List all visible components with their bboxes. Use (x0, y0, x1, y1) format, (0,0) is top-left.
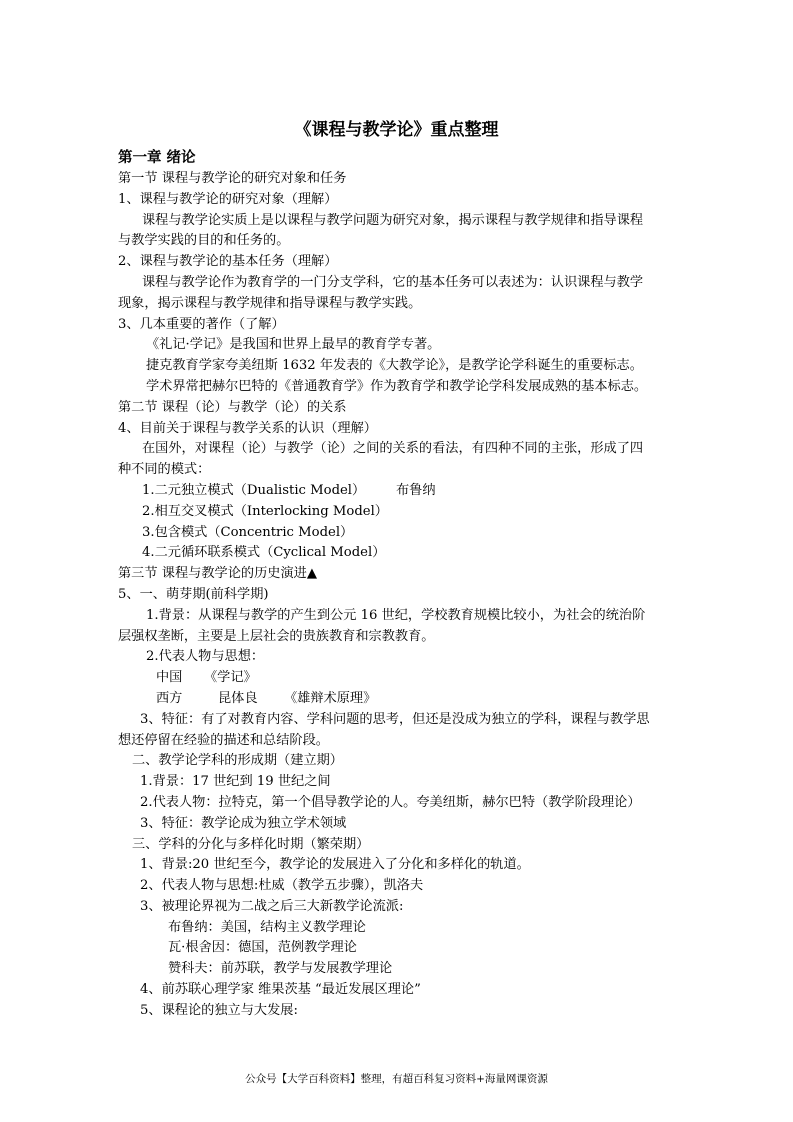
paragraph-line: 在国外，对课程（论）与教学（论）之间的关系的看法，有四种不同的主张，形成了四 (142, 441, 644, 457)
figure-row (118, 668, 678, 689)
paragraph-line: 与教学实践的目的和任务的。 (118, 233, 290, 249)
paragraph-line: 2.代表人物：拉特克，第一个倡导教学论的人。夸美纽斯，赫尔巴特（教学阶段理论） (140, 794, 641, 810)
paragraph-line: 2、代表人物与思想:杜威（教学五步骤），凯洛夫 (140, 878, 424, 894)
document-body (118, 147, 678, 1022)
paragraph-line: 想还停留在经验的描述和总结阶段。 (118, 732, 329, 748)
item-heading: 1、课程与教学论的研究对象（理解） (118, 191, 338, 207)
paragraph-line: 瓦·根舍因：德国，范例教学理论 (168, 940, 357, 956)
paragraph-line: 层强权垄断，主要是上层社会的贵族教育和宗教教育。 (118, 628, 435, 644)
paragraph-line: 4、前苏联心理学家 维果茨基 “最近发展区理论” (140, 982, 421, 998)
model-list-item: 4.二元循环联系模式（Cyclical Model） (142, 545, 386, 561)
paragraph-line: 种不同的模式： (118, 462, 211, 478)
item-heading: 2、课程与教学论的基本任务（理解） (118, 254, 338, 270)
figure-row (118, 689, 678, 710)
item-heading: 4、目前关于课程与教学关系的认识（理解） (118, 420, 377, 436)
side-note: 布鲁纳 (396, 482, 436, 498)
paragraph-line: 3、特征：教学论成为独立学术领域 (140, 815, 347, 831)
section-heading: 第三节 课程与教学论的历史演进▲ (118, 566, 317, 582)
paragraph-line: 1、背景:20 世纪至今，教学论的发展进入了分化和多样化的轨道。 (140, 857, 530, 873)
section-heading: 第二节 课程（论）与教学（论）的关系 (118, 399, 347, 415)
paragraph-line: 现象，揭示课程与教学规律和指导课程与教学实践。 (118, 295, 422, 311)
paragraph-line: 课程与教学论作为教育学的一门分支学科，它的基本任务可以表述为：认识课程与教学 (142, 274, 644, 290)
chapter-heading: 第一章 绪论 (118, 149, 196, 166)
paragraph-line: 3、特征：有了对教育内容、学科问题的思考，但还是没成为独立的学科，课程与教学思 (140, 711, 650, 727)
work-title: 《学记》 (204, 670, 257, 686)
item-heading: 5、一、萌芽期(前科学期) (118, 586, 269, 602)
paragraph-line: 捷克教育学家夸美纽斯 1632 年发表的《大教学论》，是教学论学科诞生的重要标志。 (146, 358, 643, 374)
paragraph-line: 1.背景：从课程与教学的产生到公元 16 世纪，学校教育规模比较小，为社会的统治阶 (146, 607, 646, 623)
paragraph-line: 3、被理论界视为二战之后三大新教学论流派: (140, 898, 404, 914)
paragraph-line: 2.代表人物与思想： (146, 649, 265, 665)
item-heading: 二、教学论学科的形成期（建立期） (132, 753, 343, 769)
paragraph-line: 5、课程论的独立与大发展: (140, 1002, 298, 1018)
document-title: 《课程与教学论》重点整理 (294, 120, 499, 140)
model-label: 1.二元独立模式（Dualistic Model） (142, 482, 366, 498)
region-label: 西方 (156, 690, 183, 706)
paragraph-line: 1.背景：17 世纪到 19 世纪之间 (140, 774, 331, 790)
model-list-item: 3.包含模式（Concentric Model） (142, 524, 354, 540)
section-heading: 第一节 课程与教学论的研究对象和任务 (118, 171, 347, 186)
item-heading: 三、学科的分化与多样化时期（繁荣期） (132, 836, 370, 852)
paragraph-line: 赞科夫：前苏联，教学与发展教学理论 (168, 961, 393, 977)
item-heading: 3、几本重要的著作（了解） (118, 316, 285, 332)
model-list-item (118, 481, 678, 502)
paragraph-line: 布鲁纳：美国，结构主义教学理论 (168, 919, 366, 935)
region-label: 中国 (156, 670, 183, 686)
work-title: 《雄辩术原理》 (284, 690, 377, 706)
person-name: 昆体良 (218, 690, 258, 706)
page-footer: 公众号【大学百科资料】整理，有超百科复习资料+海量网课资源 (245, 1073, 548, 1085)
paragraph-line: 学术界常把赫尔巴特的《普通教育学》作为教育学和教学论学科发展成熟的基本标志。 (146, 378, 648, 394)
paragraph-line: 课程与教学论实质上是以课程与教学问题为研究对象，揭示课程与教学规律和指导课程 (142, 212, 644, 228)
paragraph-line: 《礼记·学记》是我国和世界上最早的教育学专著。 (146, 337, 441, 353)
model-list-item: 2.相互交叉模式（Interlocking Model） (142, 503, 388, 519)
